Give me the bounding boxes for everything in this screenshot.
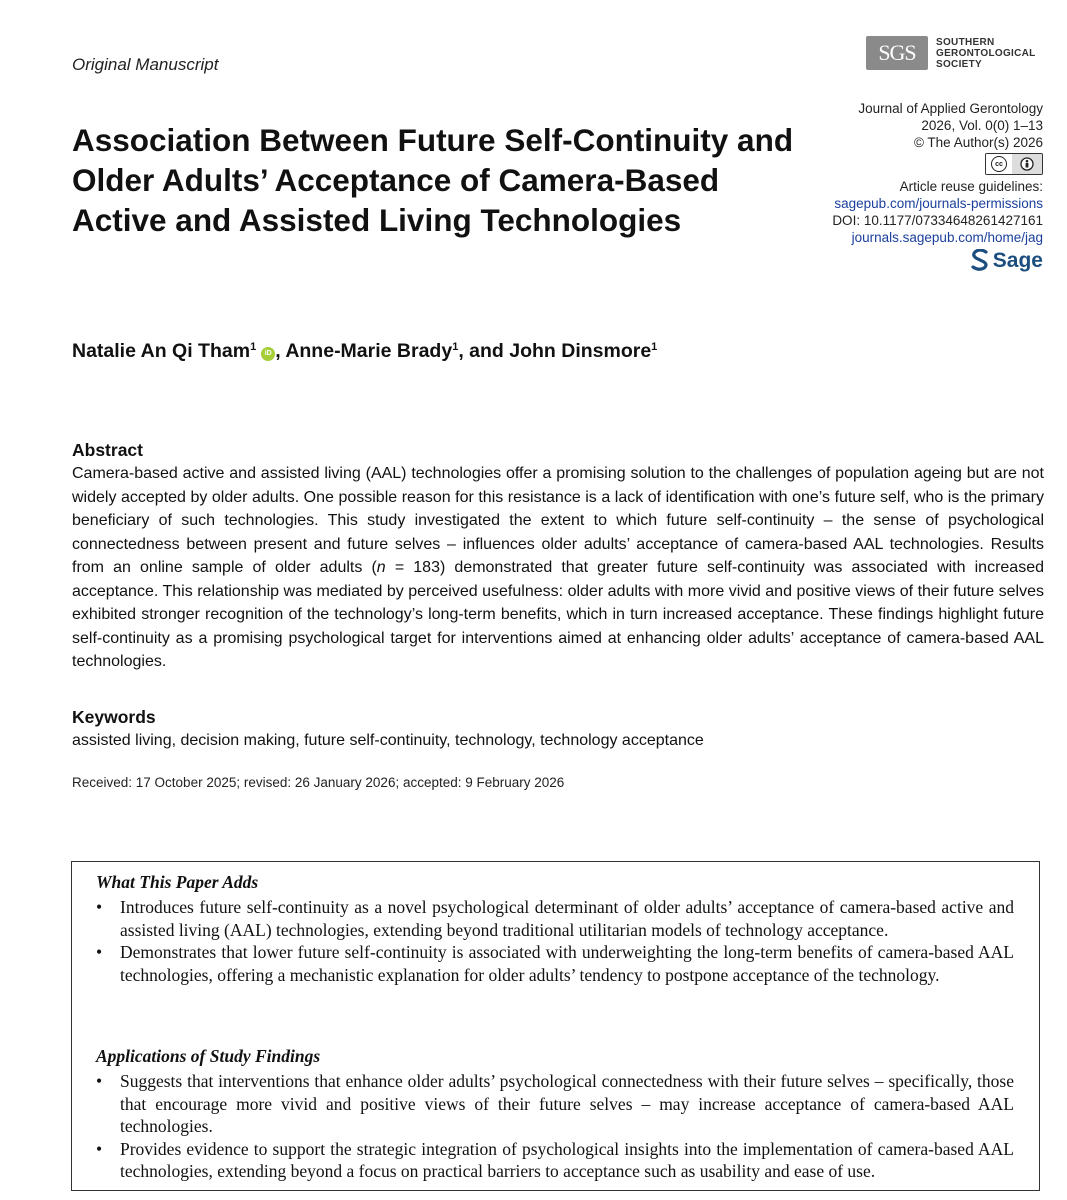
author-name: Natalie An Qi Tham bbox=[72, 340, 251, 362]
abstract-heading: Abstract bbox=[72, 440, 143, 460]
society-name bbox=[936, 37, 1036, 70]
abstract-text bbox=[72, 462, 1044, 674]
society-name-line: SOUTHERN bbox=[936, 36, 995, 48]
journal-home-link[interactable]: journals.sagepub.com/home/jag bbox=[851, 230, 1043, 245]
by-icon bbox=[1012, 154, 1042, 174]
list-item-text: Suggests that interventions that enhance older adults’ psychological connectedness with their future selves – specifically, those that encourage more vivid and positive views of their future selves – may increase acceptance of camera-based AAL technologies. bbox=[120, 1071, 1014, 1136]
author-separator: , bbox=[275, 340, 286, 362]
bullet-icon: • bbox=[96, 1138, 103, 1159]
society-name-line: GERONTOLOGICAL bbox=[936, 47, 1036, 59]
manuscript-type-label: Original Manuscript bbox=[72, 55, 219, 74]
author-list bbox=[72, 340, 657, 363]
list-item bbox=[96, 1138, 1014, 1183]
abstract-text-part: Camera-based active and assisted living (AAL) technologies offer a promising solution to the challenges of population ageing but are not widely accepted by older adults. One possible reason for this resistance is a lack of identification with one’s future self, who is the primary beneficiary of such technologies. This study investigated the extent to which future self-continuity – the sense of psychological connectedness between present and future selves – influences older adults’ acceptance of camera-based AAL technologies. Results from an online sample of older adults ( bbox=[72, 465, 1044, 576]
sage-s-icon bbox=[971, 249, 989, 271]
applications-heading: Applications of Study Findings bbox=[96, 1046, 321, 1066]
society-logo bbox=[866, 36, 1036, 70]
list-item-text: Demonstrates that lower future self-continuity is associated with underweighting the long-term benefits of camera-based AAL technologies, offering a mechanistic explanation for older adults’ tendency to postpone acceptance of the technology. bbox=[120, 942, 1014, 985]
reuse-label: Article reuse guidelines: bbox=[899, 179, 1043, 194]
publisher-logo bbox=[971, 249, 1043, 271]
bullet-icon: • bbox=[96, 942, 103, 962]
key-points-box bbox=[71, 861, 1040, 1191]
applications-list bbox=[96, 1070, 1014, 1183]
cc-icon: cc bbox=[986, 154, 1012, 174]
author-affiliation: 1 bbox=[651, 341, 658, 353]
author-name: John Dinsmore bbox=[509, 340, 652, 362]
author-separator: , and bbox=[458, 340, 510, 362]
journal-name: Journal of Applied Gerontology bbox=[858, 101, 1043, 116]
abstract-text-part: = 183) demonstrated that greater future self-continuity was associated with increased acceptance. This relationship was mediated by perceived usefulness: older adults with more vivid and positive views of their future selves exhibited stronger recognition of the technology’s long-term benefits, which in turn increased acceptance. These findings highlight future self-continuity as a promising psychological target for interventions aimed at enhancing older adults’ acceptance of camera-based AAL technologies. bbox=[72, 559, 1044, 670]
list-item bbox=[96, 941, 1014, 986]
keywords-heading: Keywords bbox=[72, 707, 156, 727]
journal-volume: 2026, Vol. 0(0) 1–13 bbox=[921, 118, 1043, 133]
author-affiliation: 1 bbox=[250, 341, 257, 353]
author-affiliation: 1 bbox=[452, 341, 459, 353]
sample-size-symbol: n bbox=[376, 559, 386, 576]
bullet-icon: • bbox=[96, 897, 103, 917]
society-name-line: SOCIETY bbox=[936, 58, 982, 70]
doi: DOI: 10.1177/07334648261427161 bbox=[832, 213, 1043, 228]
list-item-text: Provides evidence to support the strategic integration of psychological insights into the implementation of camera-based AAL technologies, extending beyond a focus on practical barriers to acceptance such as usability and ease of use. bbox=[120, 1138, 1014, 1181]
journal-info bbox=[832, 100, 1043, 275]
manuscript-dates: Received: 17 October 2025; revised: 26 January 2026; accepted: 9 February 2026 bbox=[72, 775, 565, 790]
list-item-text: Introduces future self-continuity as a novel psychological determinant of older adults’ acceptance of camera-based active and assisted living (AAL) technologies, extending beyond traditional utilitarian models of technology acceptance. bbox=[120, 897, 1014, 940]
sgs-logo-mark: SGS bbox=[866, 36, 928, 70]
keywords-text: assisted living, decision making, future self-continuity, technology, technology acceptance bbox=[72, 732, 704, 749]
adds-list bbox=[96, 896, 1014, 986]
publisher-name: Sage bbox=[992, 248, 1043, 272]
author-name: Anne-Marie Brady bbox=[285, 340, 453, 362]
list-item bbox=[96, 896, 1014, 941]
bullet-icon: • bbox=[96, 1071, 103, 1091]
what-this-paper-adds-heading: What This Paper Adds bbox=[96, 872, 259, 892]
cc-license-badge[interactable] bbox=[985, 153, 1043, 175]
copyright: © The Author(s) 2026 bbox=[913, 135, 1043, 150]
article-title: Association Between Future Self-Continuity and Older Adults’ Acceptance of Camera-Based Active and Assisted Living Technologies bbox=[72, 122, 794, 238]
list-item bbox=[96, 1070, 1014, 1138]
orcid-icon[interactable]: iD bbox=[261, 347, 275, 361]
reuse-link[interactable]: sagepub.com/journals-permissions bbox=[834, 196, 1043, 211]
